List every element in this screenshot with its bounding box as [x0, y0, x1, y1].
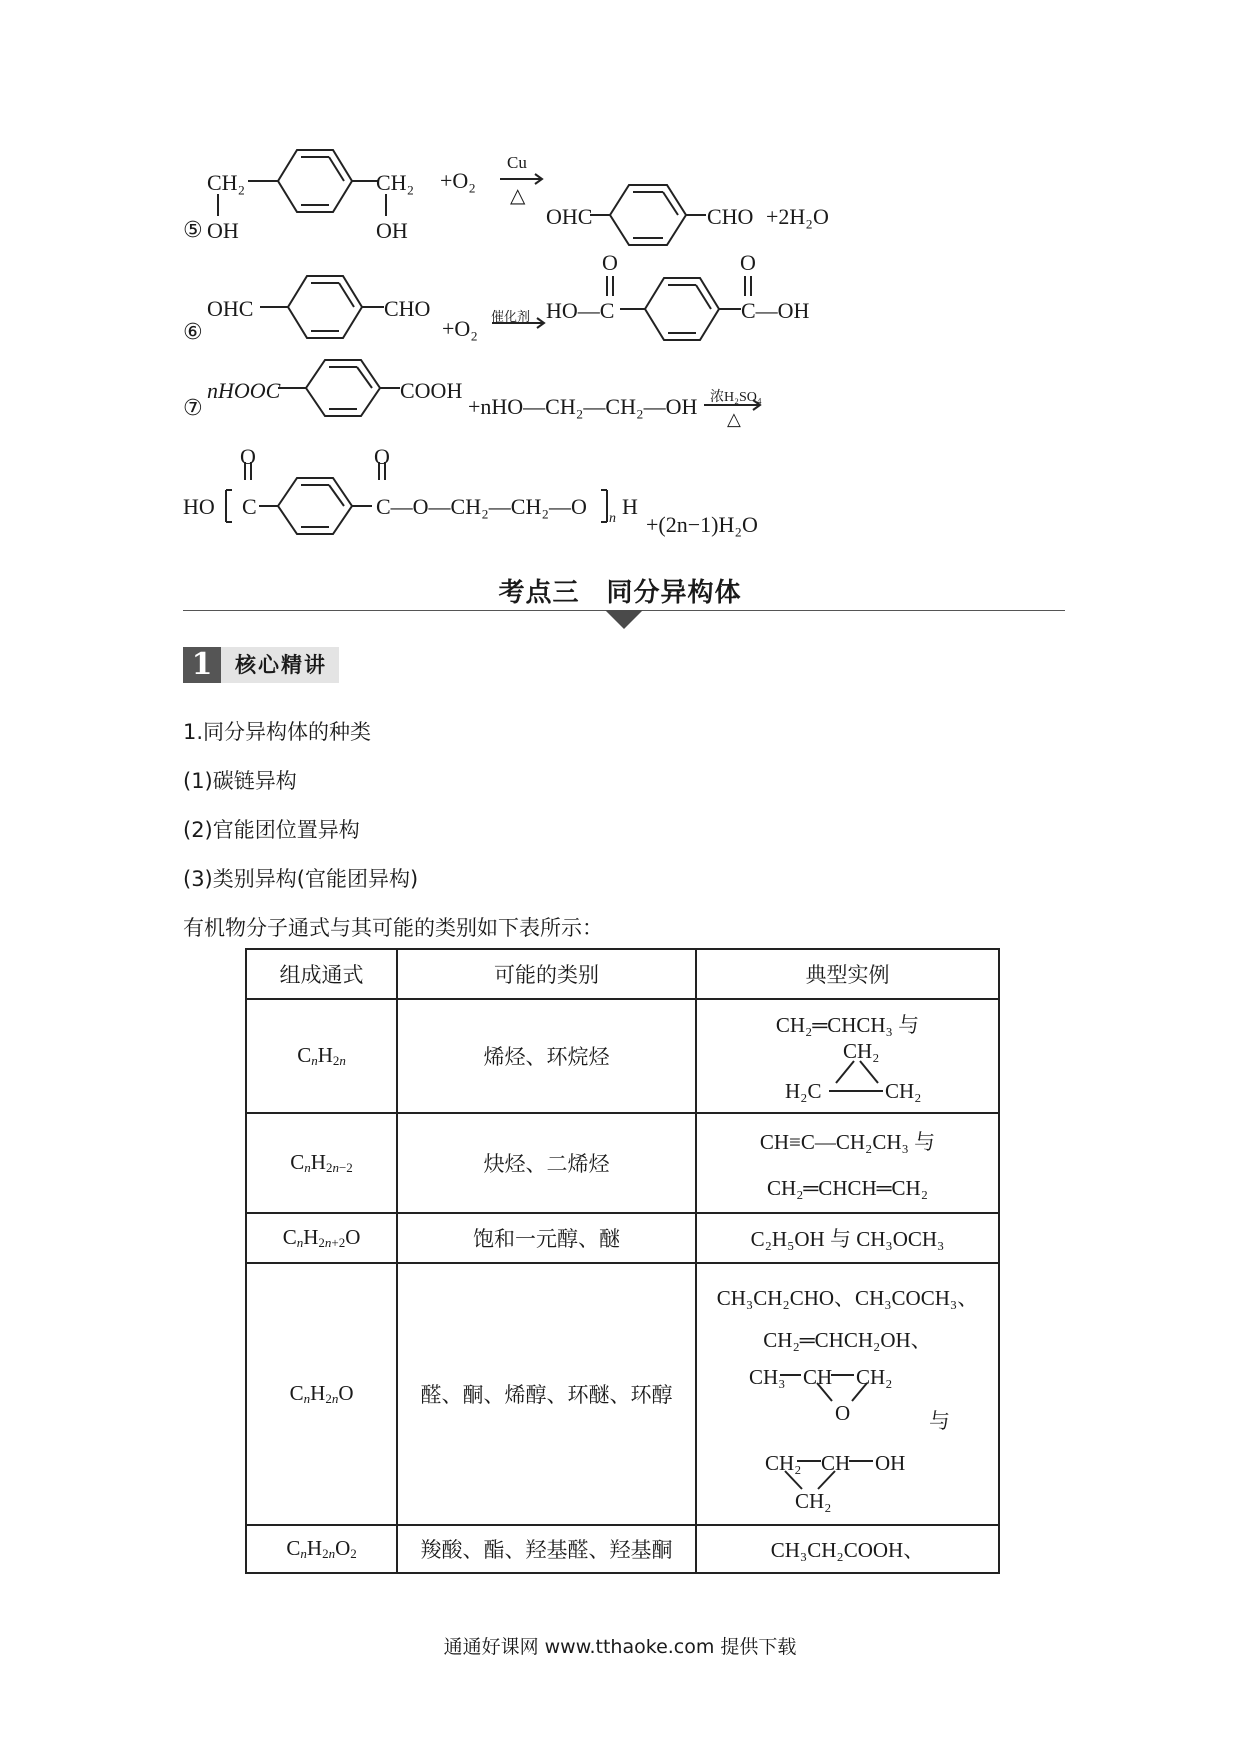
r7-reagent: +nHO—CH₂—CH₂—OH — [468, 394, 698, 419]
content-item-3: (3)类别异构(官能团异构) — [183, 867, 419, 891]
r7-product-ho: HO — [183, 494, 215, 519]
ca-bottom: CH₂ — [794, 1489, 832, 1513]
badge-label: 核心精讲 — [235, 653, 327, 677]
table-categories: 醛、酮、烯醇、环醚、环醇 — [397, 1263, 696, 1525]
section-pointer-icon — [605, 610, 643, 629]
reaction-structures-svg — [0, 0, 1240, 560]
cp-top: CH₂ — [842, 1039, 880, 1063]
r7-cooh: COOH — [400, 378, 463, 403]
table-row — [246, 1113, 999, 1213]
r7-product-n: n — [609, 511, 616, 526]
ep-with: 与 — [928, 1409, 950, 1433]
example-line: CH₂═CHCH₂OH、 — [763, 1328, 932, 1352]
content-heading: 1.同分异构体的种类 — [183, 720, 372, 744]
cyclopropane-structure — [697, 1039, 998, 1105]
core-badge — [183, 647, 339, 683]
r5-product-ohc: OHC — [546, 204, 593, 229]
ca-left: CH₂ — [764, 1451, 802, 1475]
content-item-1: (1)碳链异构 — [183, 769, 297, 793]
r7-product-h: H — [622, 494, 638, 519]
table-header: 组成通式 — [246, 949, 397, 999]
r7-oxygen-right: O — [374, 444, 390, 469]
r7-product-c-left: C — [242, 494, 257, 519]
ca-mid: CH — [820, 1451, 851, 1475]
r5-number: ⑤ — [183, 218, 203, 243]
r5-ch2-right: CH₂ — [376, 170, 415, 195]
example-line: CH₃CH₂CHO、CH₃COCH₃、 — [716, 1286, 979, 1310]
r5-condition: △ — [510, 185, 526, 207]
table-categories: 炔烃、二烯烃 — [397, 1113, 696, 1213]
r7-oxygen-left: O — [240, 444, 256, 469]
table-header: 典型实例 — [696, 949, 999, 999]
table-row — [246, 1263, 999, 1525]
table-categories: 烯烃、环烷烃 — [397, 999, 696, 1113]
cp-left: H₂C — [784, 1079, 822, 1103]
ep-right: CH₂ — [855, 1365, 893, 1389]
content-intro: 有机物分子通式与其可能的类别如下表所示： — [183, 916, 603, 940]
table-example — [696, 1113, 999, 1213]
r6-catalyst: 催化剂 — [491, 310, 531, 325]
r7-product-chain: C—O—CH₂—CH₂—O — [376, 494, 587, 519]
r5-plus-o2: +O₂ — [440, 168, 476, 193]
r6-plus-o2: +O₂ — [442, 316, 478, 341]
r5-product-cho: CHO — [707, 204, 754, 229]
table-categories: 羧酸、酯、羟基醛、羟基酮 — [397, 1525, 696, 1573]
example-line: CH≡C—CH₂CH₃ 与 — [759, 1130, 936, 1154]
r7-product-benzene-ring — [278, 478, 352, 534]
example-line: CH₂═CHCH═CH₂ — [766, 1176, 929, 1200]
r6-product-right: C—OH — [741, 298, 810, 323]
ca-oh: OH — [874, 1451, 906, 1475]
table-header: 可能的类别 — [397, 949, 696, 999]
r7-number: ⑦ — [183, 396, 203, 421]
section-title: 考点三 同分异构体 — [498, 578, 742, 608]
page-footer: 通通好课网 www.tthaoke.com 提供下载 — [443, 1636, 797, 1658]
table-formula: $C_nH_{2n}$ — [246, 999, 397, 1113]
r6-number: ⑥ — [183, 320, 203, 345]
table-example — [696, 1263, 999, 1525]
content-item-2: (2)官能团位置异构 — [183, 818, 360, 842]
table-example: C₂H₅OH 与 CH₃OCH₃ — [696, 1213, 999, 1263]
ep-o: O — [834, 1401, 851, 1425]
r5-benzene-ring — [278, 150, 352, 212]
badge-number: 1 — [183, 647, 221, 683]
r5-product-water: +2H₂O — [766, 204, 829, 229]
r6-product-benzene-ring — [645, 278, 719, 340]
cyclic-alcohol-structure — [697, 1447, 998, 1513]
table-example: CH₃CH₂COOH、 — [696, 1525, 999, 1573]
table-formula: $C_nH_{2n-2}$ — [246, 1113, 397, 1213]
r7-benzene-ring — [306, 360, 380, 416]
table-header-row — [246, 949, 999, 999]
table-row — [246, 999, 999, 1113]
table-example — [696, 999, 999, 1113]
epoxide-structure — [697, 1359, 998, 1447]
r5-catalyst: Cu — [507, 153, 527, 172]
r6-ohc: OHC — [207, 296, 254, 321]
r5-oh-right: OH — [376, 218, 408, 243]
ep-mid: CH — [802, 1365, 833, 1389]
r5-ch2-left: CH₂ — [207, 170, 246, 195]
r7-nhooc: nHOOC — [207, 378, 281, 403]
table-row — [246, 1213, 999, 1263]
ep-left: CH₃ — [748, 1365, 786, 1389]
table-formula: $C_nH_{2n+2}O$ — [246, 1213, 397, 1263]
isomer-table — [245, 948, 1000, 1574]
example-line: CH₂═CHCH₃ 与 — [775, 1013, 920, 1037]
table-row — [246, 1525, 999, 1573]
r7-catalyst: 浓H₂SO₄ — [710, 390, 762, 405]
table-categories: 饱和一元醇、醚 — [397, 1213, 696, 1263]
r6-benzene-ring — [288, 276, 362, 338]
table-formula: $C_nH_{2n}O$ — [246, 1263, 397, 1525]
r6-oxygen-right: O — [740, 250, 756, 275]
r5-product-benzene-ring — [610, 185, 686, 245]
r7-condition: △ — [727, 409, 741, 429]
table-formula: $C_nH_{2n}O_2$ — [246, 1525, 397, 1573]
r7-water: +(2n−1)H₂O — [646, 512, 758, 537]
cp-right: CH₂ — [884, 1079, 922, 1103]
r6-cho: CHO — [384, 296, 431, 321]
r6-product-left: HO—C — [546, 298, 615, 323]
r6-oxygen-left: O — [602, 250, 618, 275]
r5-oh-left: OH — [207, 218, 239, 243]
